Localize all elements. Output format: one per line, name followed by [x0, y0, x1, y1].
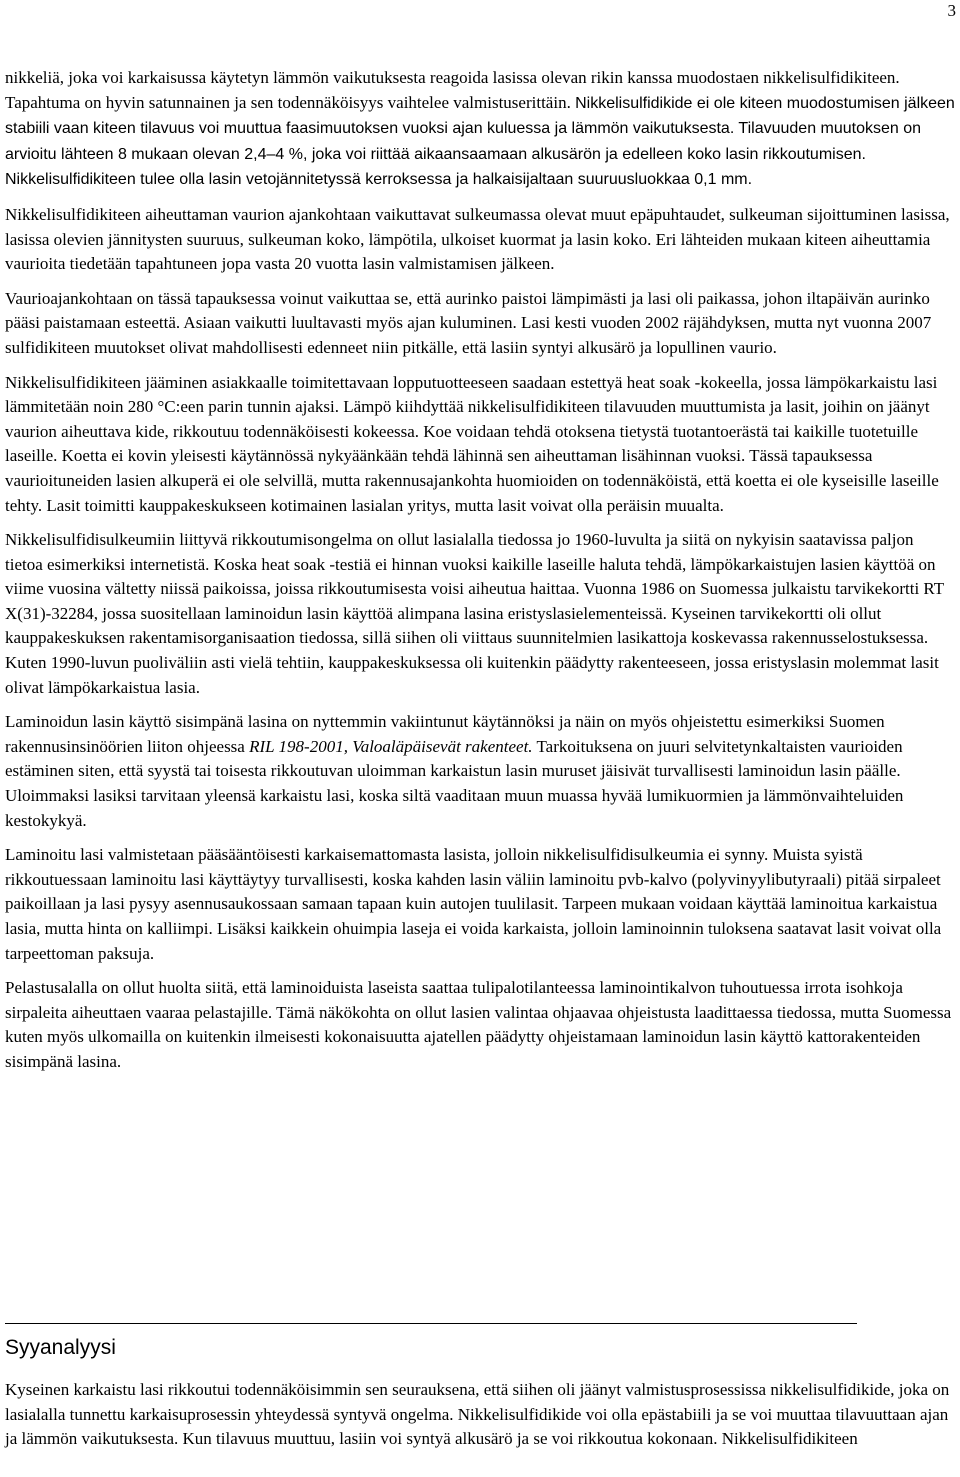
document-body: [5, 66, 955, 1085]
reference-title: RIL 198-2001, Valoaläpäisevät rakenteet.: [249, 736, 533, 756]
text-segment: Laminoidun lasin käyttö sisimpänä lasina on nyttemmin vakiintunut käytännöksi ja näin on myös ohjeistettu esimerkiksi Suomen rakennusinsinöörien liiton ohjeessa: [5, 712, 885, 756]
paragraph-sun-exposure: [5, 287, 955, 361]
paragraph-rescue-concern: [5, 976, 955, 1074]
paragraph-laminated-manufacture: [5, 843, 955, 966]
text-segment: Nikkelisulfidisulkeumiin liittyvä rikkoutumisongelma on ollut lasialalla tiedossa jo 1960-luvulta ja siitä on nykyisin saatavissa paljon tietoa esimerkiksi internetistä. Koska heat soak -testiä ei hinnan vuoksi kaikille laseille haluta tehdä, lämpökarkaistujen lasien käyttöä on viime vuosina vältetty niissä paikoissa, joissa rikkoutumisesta voisi aiheutua haittaa. Vuonna 1986 on Suomessa julkaistu tarvikekortti RT X(31)-32284, jossa suositellaan laminoidun lasin käyttöä alimpana lasina eristyslasielementeissä. Kyseinen tarvikekortti oli ollut kauppakeskuksen rakentamisorganisaation tiedossa, sillä siihen oli viittaus suunnitelmien lasikattoja koskevassa rakennusselostuksessa. Kuten 1990-luvun puoliväliin asti vielä tehtiin, kauppakeskuksessa oli kuitenkin päädytty rakenteeseen, jossa eristyslasin molemmat lasit olivat lämpökarkaistua lasia.: [5, 530, 944, 697]
text-segment-sans: Nikkelisulfidikide ei ole kiteen muodostumisen jälkeen stabiili vaan kiteen tilavuus voi muuttua faasimuutoksen vuoksi ajan kuluessa ja lämmön vaikutuksesta. Tilavuuden muutoksen on arvioitu lähteen 8 mukaan olevan 2,4–4 %, joka voi riittää aikaansaamaan alkusärön ja edelleen koko lasin rikkoutumisen. Nikkelisulfidikiteen tulee olla lasin vetojännitetyssä kerroksessa ja halkaisijaltaan suuruusluokkaa 0,1 mm.: [5, 94, 955, 189]
paragraph-damage-timing: [5, 203, 955, 277]
section-body: [5, 1378, 955, 1452]
text-segment: Pelastusalalla on ollut huolta siitä, että laminoiduista laseista saattaa tulipalotilanteessa laminointikalvon tuhoutuessa irrota isohkoja sirpaleita aiheuttaen vaaraa pelastajille. Tämä näkökohta on ollut lasien valintaa ohjaavaa ohjeistusta laadittaessa tiedossa, mutta Suomessa kuten myös ulkomailla on kuitenkin ilmeisesti kokonaisuutta ajatellen päädytty ohjeistamaan laminoidun lasin käyttö kattorakenteiden sisimpänä lasina.: [5, 978, 952, 1071]
text-segment: Laminoitu lasi valmistetaan pääsääntöisesti karkaisemattomasta lasista, jolloin nikkelisulfidisulkeumia ei synny. Muista syistä rikkoutuessaan laminoitu lasi käyttäytyy turvallisesti, koska kahden lasin väliin laminoitu pvb-kalvo (polyvinyylibutyraali) pitää sirpaleet paikoillaan ja lasi pysyy asennusaukossaan samaan tapaan kuin autojen tuulilasit. Tarpeen mukaan voidaan käyttää laminoitua karkaistua lasia, mutta hinta on kalliimpi. Lisäksi kaikkein ohuimpia laseja ei voida karkaista, jolloin laminoinnin tuloksena saatavat lasit voivat olla tarpeettoman paksuja.: [5, 845, 942, 963]
text-segment: Kyseinen karkaistu lasi rikkoutui todennäköisimmin sen seurauksena, että siihen oli jäänyt valmistusprosessissa nikkelisulfidikide, joka on lasialalla tunnettu karkaisuprosessin yhteydessä syntyvä ongelma. Nikkelisulfidikide voi olla epästabiili ja se voi muuttaa tilavuuttaan ajan ja lämmön vaikutuksesta. Kun tilavuus muuttuu, lasiin voi syntyä alkusärö ja se voi rikkoutua kokonaan. Nikkelisulfidikiteen: [5, 1380, 950, 1449]
text-segment: Tarkoituksena on juuri selvitetynkaltaisten vaurioiden estäminen siten, että syystä tai toisesta rikkoutuvan uloimman karkaistun lasin muruset jäisivät turvallisesti laminoidun lasin päälle. Uloimmaksi lasiksi tarvitaan yleensä karkaistu lasi, koska siltä vaaditaan muun muassa hyvää lumikuormien ja lämmönvaihteluiden kestokykyä.: [5, 736, 904, 830]
paragraph-industry-knowledge: [5, 528, 955, 700]
page-number: 3: [947, 1, 956, 20]
section-heading: Syyanalyysi: [5, 1336, 116, 1359]
paragraph-heat-soak: [5, 371, 955, 519]
paragraph-laminated-glass: [5, 710, 955, 833]
text-segment: nikkeliä, joka voi karkaisussa käytetyn lämmön vaikutuksesta reagoida lasissa olevan rikin kanssa muodostaen nikkelisulfidikiteen. Tapahtuma on hyvin satunnainen ja sen todennäköisyys vaihtelee valmistuserittäin.: [5, 68, 900, 112]
text-segment: Vaurioajankohtaan on tässä tapauksessa voinut vaikuttaa se, että aurinko paistoi lämpimästi ja lasi oli paikassa, johon iltapäivän aurinko pääsi paistamaan esteettä. Asiaan vaikutti luultavasti myös ajan kuluminen. Lasi kesti vuoden 2002 räjähdyksen, mutta nyt vuonna 2007 sulfidikiteen muutokset olivat mahdollisesti edenneet niin pitkälle, että lasiin syntyi alkusärö ja lopullinen vaurio.: [5, 288, 932, 357]
paragraph-cause-analysis: [5, 1378, 955, 1452]
paragraph-nickel-sulfide-intro: [5, 66, 955, 193]
text-segment: Nikkelisulfidikiteen jääminen asiakkaalle toimitettavaan lopputuotteeseen saadaan estettyä heat soak -kokeella, jossa lämpökarkaistu lasi lämmitetään noin 280 °C:een parin tunnin ajaksi. Lämpö kiihdyttää nikkelisulfidikiteen tilavuuden muuttumista ja lasit, joihin on jäänyt vaurion aiheuttava kide, rikkoutuu todennäköisesti kokeessa. Koe voidaan tehdä otoksena tietystä tuotantoerästä tai kaikille tuotetuille laseille. Koetta ei kovin yleisesti käytännössä nykyäänkään tehdä lähinnä sen aiheuttaman lisähinnan vuoksi. Tässä tapauksessa vaurioituneiden lasien alkuperä ei ole selvillä, mutta rakennusajankohta huomioiden on todennäköistä, että koetta ei ole kyseisille laseille tehty. Lasit toimitti kauppakeskukseen kotimainen lasialan yritys, mutta lasit voivat olla peräisin muualta.: [5, 372, 939, 515]
section-divider: [5, 1323, 857, 1324]
text-segment: Nikkelisulfidikiteen aiheuttaman vaurion ajankohtaan vaikuttavat sulkeumassa olevat muut epäpuhtaudet, sulkeuman sijoittuminen lasissa, lasissa olevien jännitysten suuruus, sulkeuman koko, lämpötila, ulkoiset kuormat ja lasin koko. Eri lähteiden mukaan kiteen aiheuttamia vaurioita tiedetään tapahtuneen jopa vasta 20 vuotta lasin valmistamisen jälkeen.: [5, 204, 950, 274]
